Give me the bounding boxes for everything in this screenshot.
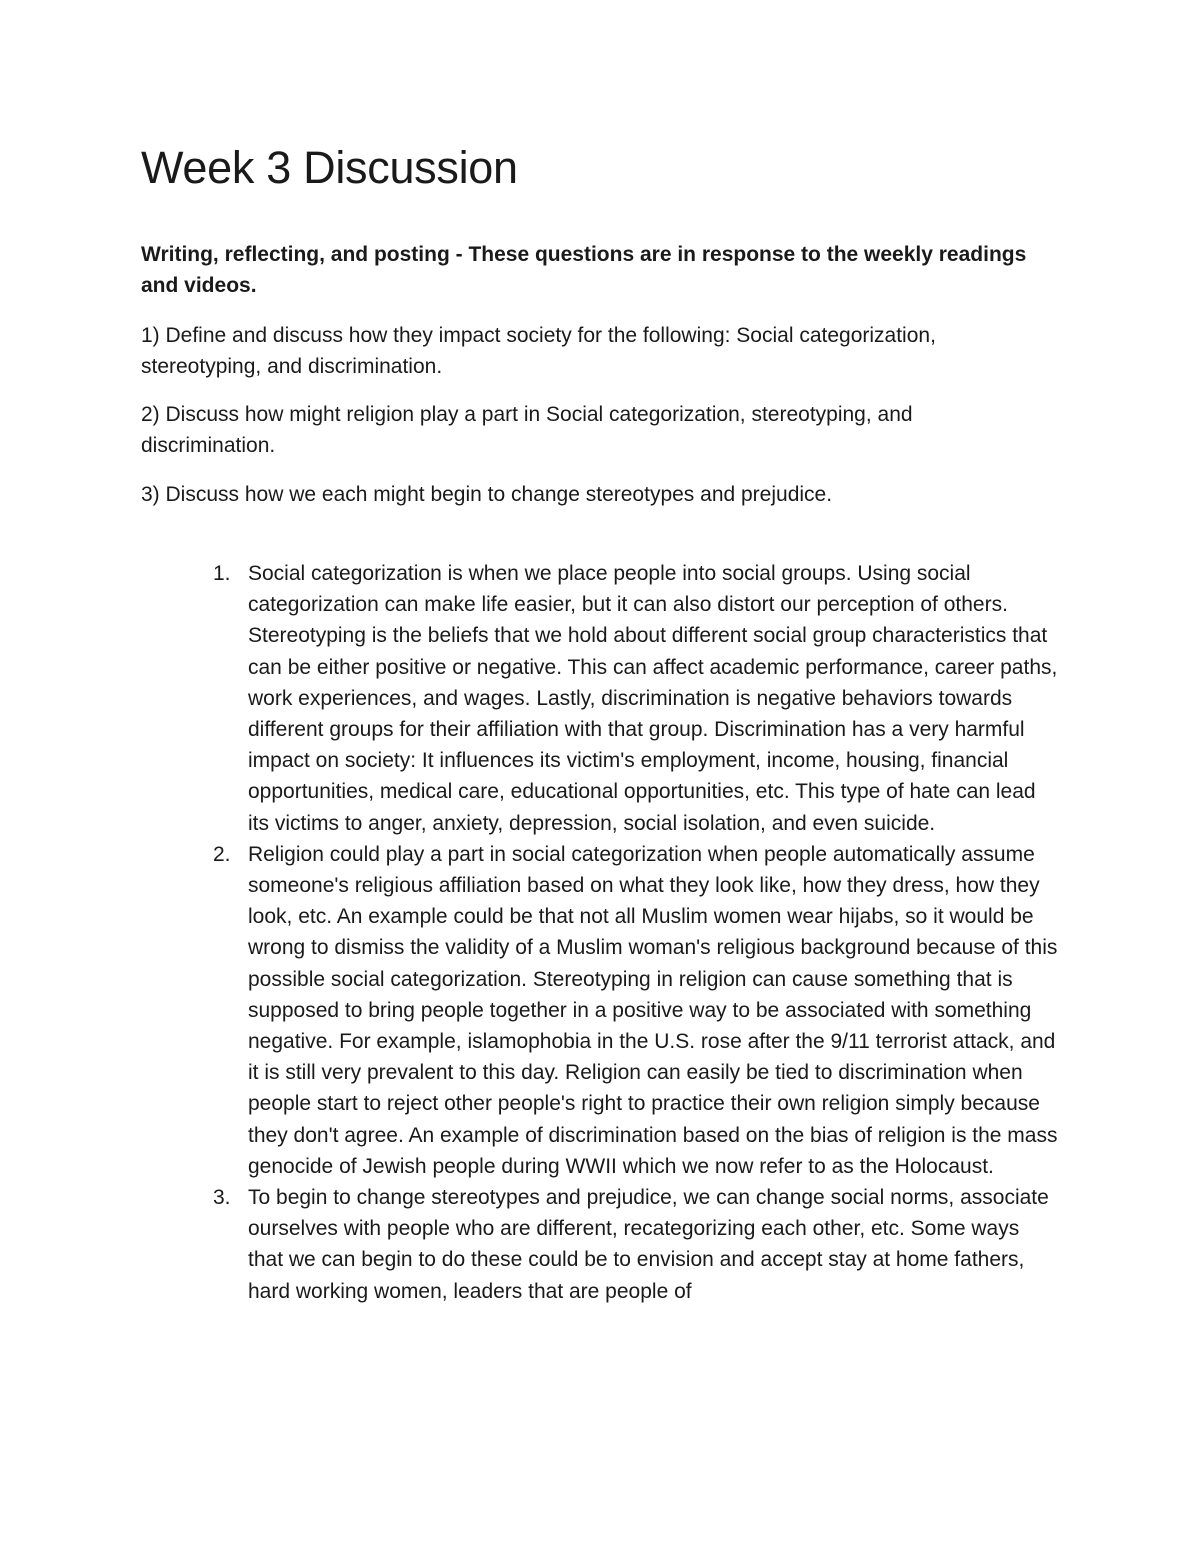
question-1: 1) Define and discuss how they impact society for the following: Social categorization, stereotyping, and discrimination. bbox=[141, 324, 936, 378]
answer-text: Religion could play a part in social categorization when people automatically assume someone's religious affiliation based on what they look like, how they dress, how they look, etc. An example could be that not all Muslim women wear hijabs, so it would be wrong to dismiss the validity of a Muslim woman's religious background because of this possible social categorization. Stereotyping in religion can cause something that is supposed to bring people together in a positive way to be associated with something negative. For example, islamophobia in the U.S. rose after the 9/11 terrorist attack, and it is still very prevalent to this day. Religion can easily be tied to discrimination when people start to reject other people's right to practice their own religion simply because they don't agree. An example of discrimination based on the bias of religion is the mass genocide of Jewish people during WWII which we now refer to as the Holocaust. bbox=[248, 842, 1058, 1178]
intro-instructions: Writing, reflecting, and posting - These questions are in response to the weekly readings and videos. bbox=[141, 243, 1027, 297]
answer-number: 1. bbox=[213, 562, 231, 585]
answer-text: Social categorization is when we place people into social groups. Using social categorization can make life easier, but it can also distort our perception of others. Stereotyping is the beliefs that we hold about different social group characteristics that can be either positive or negative. This can affect academic performance, career paths, work experiences, and wages. Lastly, discrimination is negative behaviors towards different groups for their affiliation with that group. Discrimination has a very harmful impact on society: It influences its victim's employment, income, housing, financial opportunities, medical care, educational opportunities, etc. This type of hate can lead its victims to anger, anxiety, depression, social isolation, and even suicide. bbox=[248, 562, 1058, 835]
page-title: Week 3 Discussion bbox=[141, 142, 518, 193]
answer-list bbox=[0, 558, 1200, 1307]
question-2: 2) Discuss how might religion play a part in Social categorization, stereotyping, and discrimination. bbox=[141, 403, 913, 457]
answer-item-3 bbox=[0, 1182, 1060, 1307]
question-3: 3) Discuss how we each might begin to change stereotypes and prejudice. bbox=[141, 483, 833, 506]
answer-number: 3. bbox=[213, 1186, 231, 1210]
answer-text: To begin to change stereotypes and prejudice, we can change social norms, associate ourselves with people who are different, recategorizing each other, etc. Some ways that we can begin to do these could be to envision and accept stay at home fathers, hard working women, leaders that are people of bbox=[248, 1186, 1049, 1303]
answer-item-1 bbox=[0, 558, 1060, 839]
answer-number: 2. bbox=[213, 842, 231, 866]
answer-item-2 bbox=[0, 839, 1060, 1182]
